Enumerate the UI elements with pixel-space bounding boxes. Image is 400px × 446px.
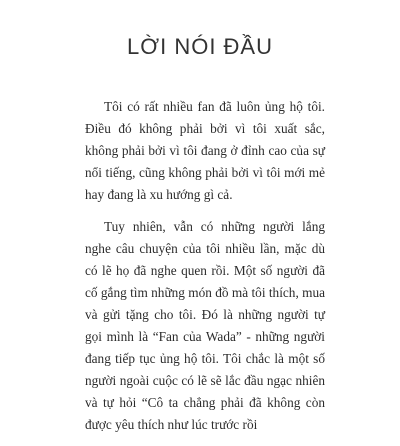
paragraph-2: Tuy nhiên, vẫn có những người lắng nghe câu chuyện của tôi nhiều lần, mặc dù có lẽ họ đã nghe quen rồi. Một số người đã cố gắng tìm những món đồ mà tôi thích, mua và gửi tặng cho tôi. Đó là những người tự gọi mình là “Fan của Wada” - những người đang tiếp tục ủng hộ tôi. Tôi chắc là một số người ngoài cuộc có lẽ sẽ lắc đầu ngạc nhiên và tự hỏi “Cô ta chẳng phải đã không còn được yêu thích như lúc trước rồi: [85, 219, 325, 432]
page-title: LỜI NÓI ĐẦU: [127, 34, 273, 59]
paragraph-1: Tôi có rất nhiều fan đã luôn ủng hộ tôi. Điều đó không phải bởi vì tôi xuất sắc, không phải bởi vì tôi đang ở đỉnh cao của sự nổi tiếng, cũng không phải bởi vì tôi mới mẻ hay đang là xu hướng gì cả.: [85, 99, 325, 202]
body-text: [85, 96, 325, 446]
